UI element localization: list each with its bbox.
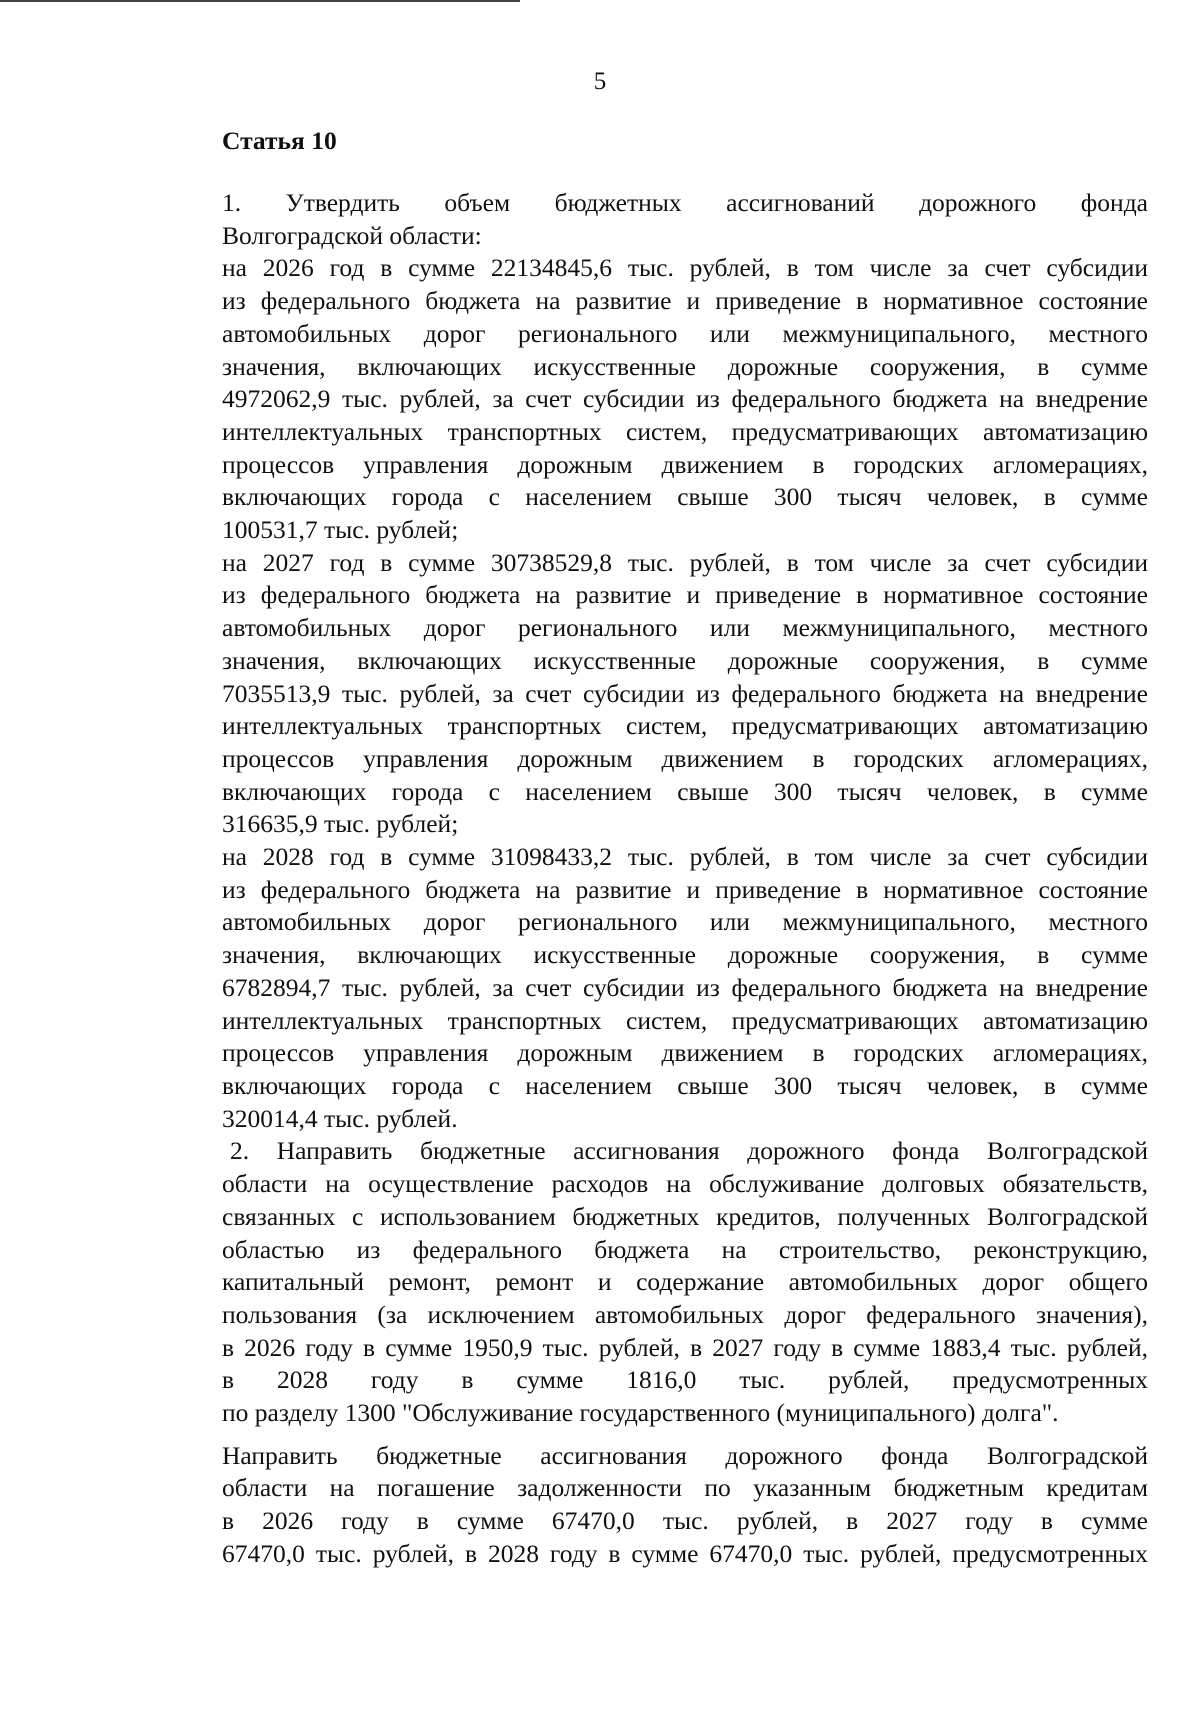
text-line: автомобильных дорог регионального или межмуниципального, местного bbox=[222, 613, 1148, 643]
text-line: в 2028 году в сумме 1816,0 тыс. рублей, предусмотренных bbox=[222, 1365, 1148, 1395]
article-title: Статья 10 bbox=[222, 126, 337, 155]
text-line: значения, включающих искусственные дорожные сооружения, в сумме bbox=[222, 645, 1148, 675]
text-line: 100531,7 тыс. рублей; bbox=[222, 515, 459, 545]
paragraph-2027 bbox=[155, 547, 1148, 841]
text-line: 6782894,7 тыс. рублей, за счет субсидии из федерального бюджета на внедрение bbox=[222, 972, 1148, 1002]
text-line: значения, включающих искусственные дорожные сооружения, в сумме bbox=[222, 940, 1148, 970]
text-line: интеллектуальных транспортных систем, предусматривающих автоматизацию bbox=[222, 711, 1148, 741]
text-line: капитальный ремонт, ремонт и содержание автомобильных дорог общего bbox=[222, 1267, 1148, 1297]
text-line: 1. Утвердить объем бюджетных ассигнований дорожного фонда bbox=[222, 188, 1148, 217]
text-line: автомобильных дорог регионального или межмуниципального, местного bbox=[222, 907, 1148, 937]
text-line: из федерального бюджета на развитие и приведение в нормативное состояние bbox=[222, 874, 1148, 904]
text-line: 2. Направить бюджетные ассигнования дорожного фонда Волгоградской bbox=[230, 1136, 1148, 1166]
text-line: по разделу 1300 "Обслуживание государственного (муниципального) долга". bbox=[222, 1398, 1059, 1428]
text-line: пользования (за исключением автомобильных дорог федерального значения), bbox=[222, 1299, 1148, 1329]
text-line: областью из федерального бюджета на строительство, реконструкцию, bbox=[222, 1234, 1148, 1264]
text-line: на 2028 год в сумме 31098433,2 тыс. рублей, в том числе за счет субсидии bbox=[222, 842, 1148, 872]
text-line: 4972062,9 тыс. рублей, за счет субсидии из федерального бюджета на внедрение bbox=[222, 384, 1148, 414]
text-line: в 2026 году в сумме 67470,0 тыс. рублей, в 2027 году в сумме bbox=[222, 1506, 1148, 1536]
paragraph-item-1 bbox=[155, 187, 1148, 252]
text-line: процессов управления дорожным движением в городских агломерациях, bbox=[222, 449, 1148, 479]
text-line: Волгоградской области: bbox=[222, 220, 482, 250]
text-line: области на осуществление расходов на обслуживание долговых обязательств, bbox=[222, 1169, 1148, 1199]
text-line: 7035513,9 тыс. рублей, за счет субсидии из федерального бюджета на внедрение bbox=[222, 678, 1148, 708]
article-body bbox=[155, 187, 1148, 1571]
text-line: Направить бюджетные ассигнования дорожного фонда Волгоградской bbox=[222, 1440, 1148, 1470]
text-line: значения, включающих искусственные дорожные сооружения, в сумме bbox=[222, 351, 1148, 381]
text-line: включающих города с населением свыше 300 тысяч человек, в сумме bbox=[222, 482, 1148, 512]
page-number: 5 bbox=[593, 68, 607, 95]
text-line: из федерального бюджета на развитие и приведение в нормативное состояние bbox=[222, 286, 1148, 316]
text-line: из федерального бюджета на развитие и приведение в нормативное состояние bbox=[222, 580, 1148, 610]
text-line: интеллектуальных транспортных систем, предусматривающих автоматизацию bbox=[222, 1005, 1148, 1035]
text-line: автомобильных дорог регионального или межмуниципального, местного bbox=[222, 318, 1148, 348]
text-line: в 2026 году в сумме 1950,9 тыс. рублей, в 2027 году в сумме 1883,4 тыс. рублей, bbox=[222, 1332, 1148, 1362]
paragraph-item-2 bbox=[155, 1135, 1148, 1429]
text-line: на 2027 год в сумме 30738529,8 тыс. рублей, в том числе за счет субсидии bbox=[222, 547, 1148, 577]
paragraph-2026 bbox=[155, 252, 1148, 546]
text-line: на 2026 год в сумме 22134845,6 тыс. рублей, в том числе за счет субсидии bbox=[222, 253, 1148, 283]
text-line: 316635,9 тыс. рублей; bbox=[222, 809, 459, 839]
text-line: интеллектуальных транспортных систем, предусматривающих автоматизацию bbox=[222, 416, 1148, 446]
scan-edge-line bbox=[0, 0, 520, 2]
text-line: процессов управления дорожным движением в городских агломерациях, bbox=[222, 743, 1148, 773]
text-line: 67470,0 тыс. рублей, в 2028 году в сумме 67470,0 тыс. рублей, предусмотренных bbox=[222, 1538, 1148, 1568]
text-line: области на погашение задолженности по указанным бюджетным кредитам bbox=[222, 1473, 1148, 1503]
text-line: включающих города с населением свыше 300 тысяч человек, в сумме bbox=[222, 1070, 1148, 1100]
text-line: связанных с использованием бюджетных кредитов, полученных Волгоградской bbox=[222, 1201, 1148, 1231]
text-line: процессов управления дорожным движением в городских агломерациях, bbox=[222, 1038, 1148, 1068]
paragraph-2028 bbox=[155, 841, 1148, 1135]
paragraph-repayment bbox=[155, 1440, 1148, 1571]
text-line: включающих города с населением свыше 300 тысяч человек, в сумме bbox=[222, 776, 1148, 806]
text-line: 320014,4 тыс. рублей. bbox=[222, 1103, 458, 1133]
